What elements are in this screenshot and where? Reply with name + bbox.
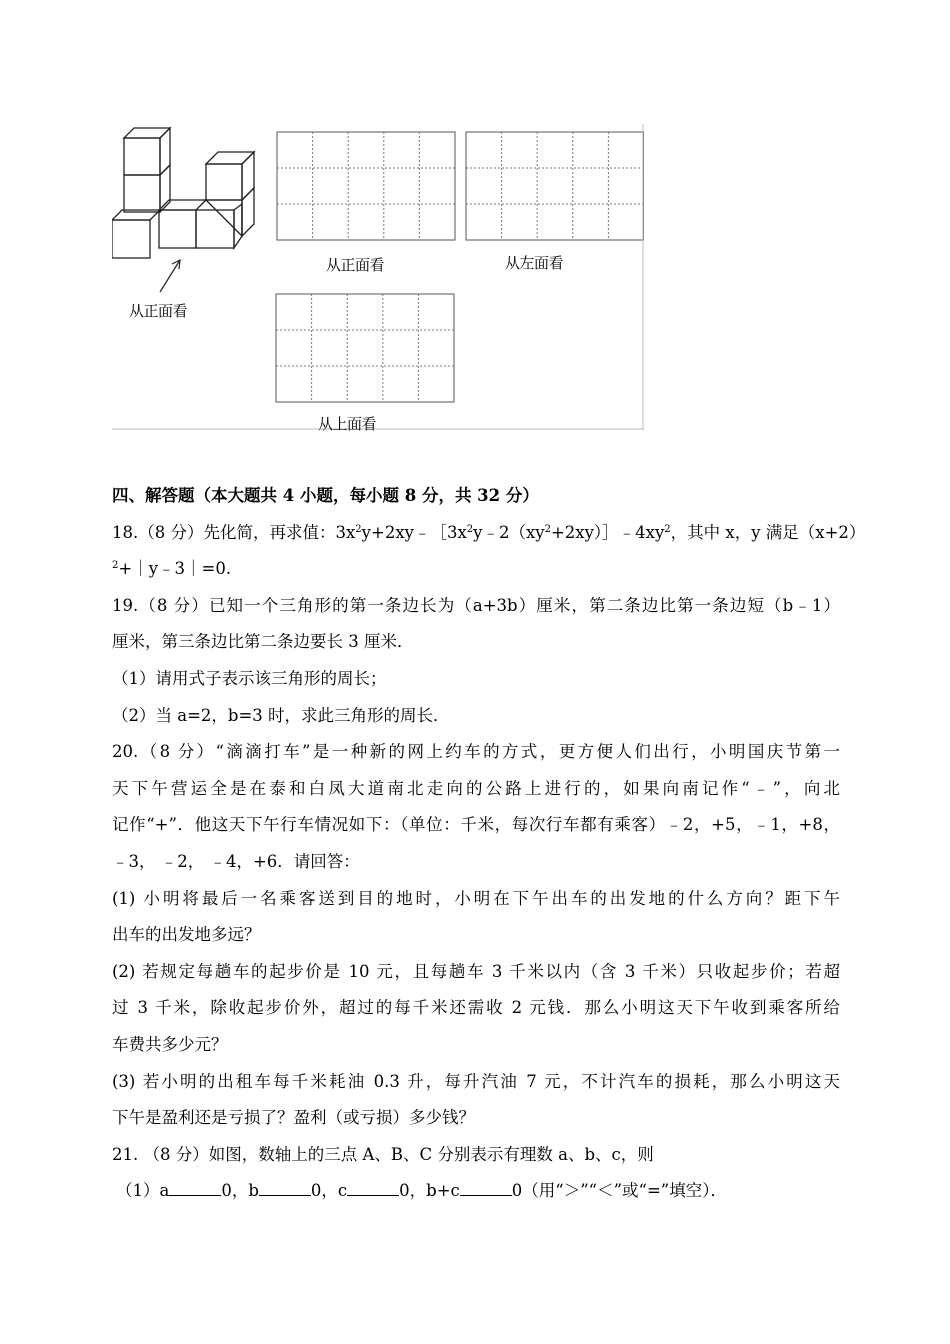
exponent: 2	[355, 523, 362, 535]
q18-text: y﹣2（xy	[473, 522, 545, 542]
q20-sub2-line2: 过 3 千米，除收起步价外，超过的每千米还需收 2 元钱．那么小明这天下午收到乘客所给	[112, 998, 840, 1018]
q19-sub1: （1）请用式子表示该三角形的周长；	[112, 668, 387, 688]
q19-line2: 厘米，第三条边比第二条边要长 3 厘米．	[112, 632, 414, 652]
section-heading: 四、解答题（本大题共 4 小题，每小题 8 分，共 32 分）	[112, 486, 539, 505]
q21-line1: 21. （8 分）如图，数轴上的三点 A、B、C 分别表示有理数 a、b、c，则	[112, 1144, 654, 1164]
q18-line1	[112, 515, 866, 552]
q20-sub2-line3: 车费共多少元？	[112, 1034, 228, 1054]
q20-sub1-line1: (1) 小明将最后一名乘客送到目的地时，小明在下午出车的出发地的什么方向？距下午	[112, 888, 840, 908]
q20-sub2-line1: (2) 若规定每趟车的起步价是 10 元，且每趟车 3 千米以内（含 3 千米）只收起步价；若超	[112, 961, 840, 981]
q21-text: 0，b+c	[399, 1181, 460, 1201]
q18-text: ，其中 x，y 满足（x+2）	[670, 522, 866, 542]
answer-blank[interactable]	[259, 1177, 311, 1196]
front-view-label: 从正面看	[326, 256, 385, 274]
q18-line2	[112, 551, 840, 588]
left-view-label: 从左面看	[505, 254, 564, 272]
q18-text: y+2xy﹣［3x	[361, 522, 467, 542]
exponent: 2	[544, 523, 551, 535]
q20-sub3-line1: (3) 若小明的出租车每千米耗油 0.3 升，每升汽油 7 元，不计汽车的损耗，那么小明这天	[112, 1071, 840, 1091]
left-view-grid	[466, 132, 644, 240]
exponent: 2	[466, 523, 474, 535]
answer-blank[interactable]	[460, 1177, 512, 1196]
top-view-grid	[276, 294, 454, 402]
q20-line1: 20.（8 分）“滴滴打车”是一种新的网上约车的方式，更方便人们出行，小明国庆节第一	[112, 742, 840, 762]
q20-line3: 记作“+”．他这天下午行车情况如下：（单位：千米，每次行车都有乘客）﹣2，+5，﹣1，+8，	[112, 815, 840, 835]
cube-stack-drawing	[112, 128, 254, 258]
q18-text: +｜y﹣3｜=0.	[118, 559, 232, 579]
q20-sub1-line2: 出车的出发地多远？	[112, 925, 261, 945]
q20-line2: 天下午营运全是在泰和白凤大道南北走向的公路上进行的，如果向南记作“﹣”，向北	[112, 778, 840, 798]
three-view-figure	[112, 124, 644, 433]
exponent: 2	[112, 560, 119, 572]
q19-line1: 19.（8 分）已知一个三角形的第一条边长为（a+3b）厘米，第二条边比第一条边短（b﹣1）	[112, 595, 840, 615]
q19-sub2: （2）当 a=2，b=3 时，求此三角形的周长．	[112, 705, 450, 725]
q18-text: 18.（8 分）先化简，再求值：3x	[112, 522, 356, 542]
q20-sub3-line2: 下午是盈利还是亏损了？盈利（或亏损）多少钱？	[112, 1108, 475, 1128]
answer-blank[interactable]	[169, 1177, 221, 1196]
q21-text: 0，b	[221, 1181, 259, 1201]
arrow-icon	[160, 260, 180, 292]
exponent: 2	[664, 523, 671, 535]
question-text	[112, 478, 866, 1210]
q21-sub1	[112, 1173, 840, 1210]
front-view-grid	[277, 132, 455, 240]
figure-drawing	[112, 124, 644, 430]
answer-blank[interactable]	[347, 1177, 399, 1196]
q20-line4: ﹣3， ﹣2， ﹣4，+6．请回答：	[112, 851, 360, 871]
q21-text: 0（用“＞”“＜”或“=”填空）．	[511, 1181, 727, 1201]
object-view-label: 从正面看	[129, 302, 188, 320]
q21-text: （1）a	[116, 1181, 170, 1201]
top-view-label: 从上面看	[318, 415, 377, 433]
q18-text: +2xy）］﹣4xy	[550, 522, 665, 542]
q21-text: 0，c	[310, 1181, 348, 1201]
